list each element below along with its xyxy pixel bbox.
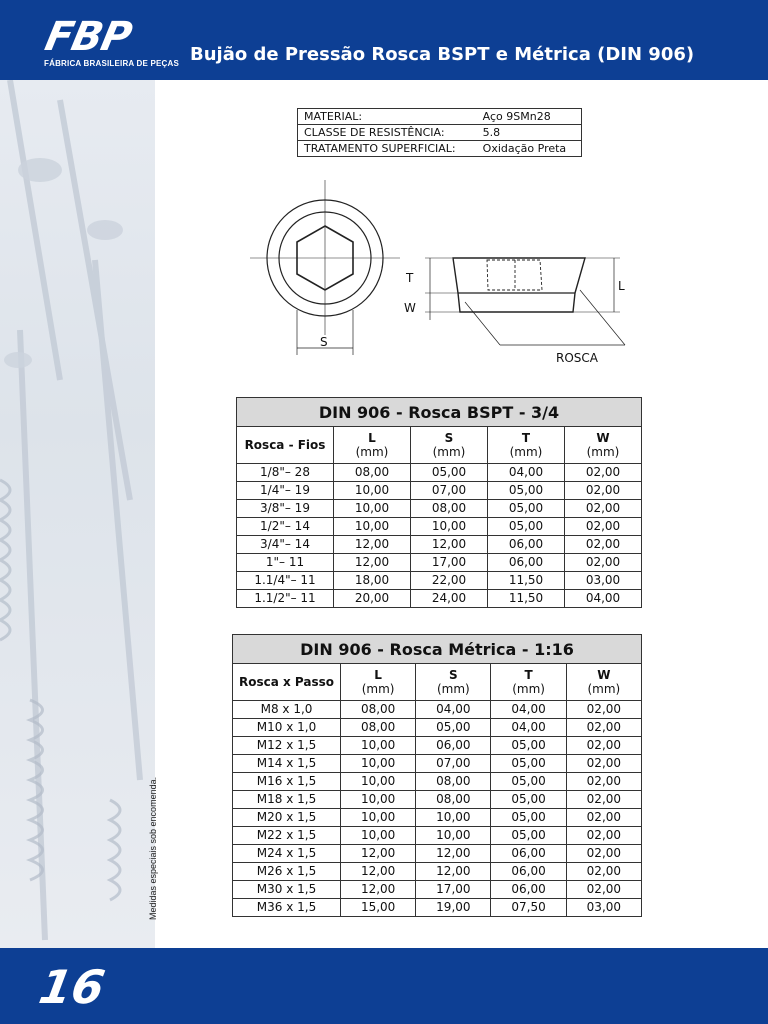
metric-cell: 07,00 [416,755,491,773]
dim-label-t: T [406,271,414,285]
bspt-row [237,500,642,518]
metric-table [232,634,642,917]
metric-cell: 08,00 [341,719,416,737]
bspt-cell: 10,00 [334,500,411,518]
bspt-cell: 12,00 [334,536,411,554]
metric-cell: 07,50 [491,899,566,917]
material-table [297,108,582,157]
metric-cell: M16 x 1,5 [233,773,341,791]
page-number: 16 [35,960,109,1014]
dim-label-rosca: ROSCA [556,351,598,365]
bspt-cell: 1.1/4"– 11 [237,572,334,590]
metric-row [233,791,642,809]
bspt-cell: 06,00 [488,554,565,572]
metric-cell: 05,00 [491,773,566,791]
metric-row [233,845,642,863]
bspt-table-title: DIN 906 - Rosca BSPT - 3/4 [237,398,642,427]
material-label: TRATAMENTO SUPERFICIAL: [304,142,456,155]
metric-row [233,701,642,719]
metric-row [233,719,642,737]
metric-cell: 12,00 [341,845,416,863]
metric-cell: 05,00 [416,719,491,737]
metric-cell: 06,00 [491,881,566,899]
metric-cell: 02,00 [566,701,641,719]
metric-cell: 10,00 [341,737,416,755]
metric-cell: 10,00 [341,827,416,845]
metric-cell: M36 x 1,5 [233,899,341,917]
bspt-cell: 3/8"– 19 [237,500,334,518]
page-title: Bujão de Pressão Rosca BSPT e Métrica (DIN 906) [190,44,695,65]
bspt-cell: 1.1/2"– 11 [237,590,334,608]
metric-cell: 02,00 [566,755,641,773]
metric-row [233,881,642,899]
bspt-cell: 08,00 [411,500,488,518]
bspt-col-header: T (mm) [488,427,565,464]
metric-cell: 04,00 [416,701,491,719]
metric-cell: 02,00 [566,737,641,755]
metric-cell: 05,00 [491,791,566,809]
metric-cell: M10 x 1,0 [233,719,341,737]
bspt-cell: 06,00 [488,536,565,554]
bspt-cell: 1"– 11 [237,554,334,572]
bspt-cell: 07,00 [411,482,488,500]
metric-col-header: S (mm) [416,664,491,701]
metric-col-header: L (mm) [341,664,416,701]
metric-row [233,863,642,881]
bspt-row [237,518,642,536]
metric-cell: 06,00 [416,737,491,755]
material-value: Aço 9SMn28 [477,109,582,125]
bspt-row [237,464,642,482]
metric-cell: 12,00 [416,863,491,881]
metric-cell: M30 x 1,5 [233,881,341,899]
metric-cell: 02,00 [566,827,641,845]
bspt-col-header: S (mm) [411,427,488,464]
metric-cell: 19,00 [416,899,491,917]
material-value: Oxidação Preta [482,142,567,155]
metric-cell: 06,00 [491,863,566,881]
metric-cell: 02,00 [566,863,641,881]
bspt-cell: 10,00 [411,518,488,536]
bspt-cell: 11,50 [488,590,565,608]
metric-cell: 02,00 [566,773,641,791]
metric-col-header: Rosca x Passo [233,664,341,701]
metric-row [233,827,642,845]
metric-cell: M24 x 1,5 [233,845,341,863]
bspt-cell: 10,00 [334,482,411,500]
bspt-cell: 18,00 [334,572,411,590]
bspt-cell: 02,00 [565,518,642,536]
metric-cell: M22 x 1,5 [233,827,341,845]
metric-cell: 17,00 [416,881,491,899]
plug-side-view [453,258,585,312]
metric-cell: 02,00 [566,719,641,737]
metric-row [233,899,642,917]
metric-cell: M18 x 1,5 [233,791,341,809]
metric-cell: 02,00 [566,791,641,809]
bspt-cell: 11,50 [488,572,565,590]
footer-bar [0,948,768,1024]
material-label: CLASSE DE RESISTÊNCIA: [298,125,477,141]
metric-col-header: T (mm) [491,664,566,701]
bspt-row [237,554,642,572]
metric-cell: 15,00 [341,899,416,917]
metric-table-title: DIN 906 - Rosca Métrica - 1:16 [233,635,642,664]
side-note: Medidas especiais sob encomenda. [148,776,158,920]
metric-cell: 05,00 [491,755,566,773]
metric-cell: 12,00 [416,845,491,863]
bspt-cell: 1/4"– 19 [237,482,334,500]
metric-cell: 10,00 [341,791,416,809]
material-row [298,125,582,141]
bspt-row [237,572,642,590]
metric-cell: 08,00 [416,773,491,791]
metric-cell: 02,00 [566,845,641,863]
metric-col-header: W (mm) [566,664,641,701]
bspt-cell: 22,00 [411,572,488,590]
bspt-col-header: Rosca - Fios [237,427,334,464]
technical-drawing [240,180,640,370]
bspt-cell: 1/2"– 14 [237,518,334,536]
metric-cell: 02,00 [566,809,641,827]
metric-cell: M20 x 1,5 [233,809,341,827]
metric-cell: 08,00 [416,791,491,809]
bspt-cell: 24,00 [411,590,488,608]
metric-cell: M26 x 1,5 [233,863,341,881]
dim-label-w: W [404,301,416,315]
metric-row [233,773,642,791]
metric-cell: 04,00 [491,719,566,737]
metric-cell: 10,00 [416,827,491,845]
bspt-cell: 17,00 [411,554,488,572]
metric-cell: M8 x 1,0 [233,701,341,719]
bspt-row [237,482,642,500]
metric-cell: M14 x 1,5 [233,755,341,773]
metric-cell: 02,00 [566,881,641,899]
metric-cell: 05,00 [491,737,566,755]
metric-cell: 12,00 [341,881,416,899]
brand-logo: FBP [41,14,136,60]
material-value: 5.8 [477,125,582,141]
bspt-cell: 04,00 [488,464,565,482]
bspt-cell: 12,00 [411,536,488,554]
metric-cell: 04,00 [491,701,566,719]
bspt-cell: 03,00 [565,572,642,590]
bspt-cell: 05,00 [488,518,565,536]
metric-cell: 06,00 [491,845,566,863]
metric-row [233,737,642,755]
bspt-cell: 02,00 [565,500,642,518]
metric-row [233,755,642,773]
metric-cell: M12 x 1,5 [233,737,341,755]
bspt-cell: 05,00 [488,482,565,500]
brand-logo-subtitle: FÁBRICA BRASILEIRA DE PEÇAS [44,59,180,68]
bspt-cell: 20,00 [334,590,411,608]
bspt-cell: 1/8"– 28 [237,464,334,482]
bspt-cell: 02,00 [565,536,642,554]
bspt-cell: 02,00 [565,482,642,500]
metric-row [233,809,642,827]
material-row [298,109,582,125]
bspt-cell: 08,00 [334,464,411,482]
bspt-col-header: L (mm) [334,427,411,464]
metric-cell: 10,00 [341,809,416,827]
bspt-col-header: W (mm) [565,427,642,464]
bspt-cell: 02,00 [565,464,642,482]
bspt-cell: 10,00 [334,518,411,536]
material-label: MATERIAL: [298,109,477,125]
material-row [298,141,582,157]
background-photo [0,80,155,948]
bspt-cell: 12,00 [334,554,411,572]
metric-cell: 05,00 [491,809,566,827]
metric-cell: 10,00 [341,755,416,773]
bspt-cell: 05,00 [488,500,565,518]
metric-cell: 10,00 [341,773,416,791]
bspt-cell: 02,00 [565,554,642,572]
bspt-cell: 3/4"– 14 [237,536,334,554]
bspt-row [237,590,642,608]
bspt-row [237,536,642,554]
metric-cell: 12,00 [341,863,416,881]
metric-cell: 08,00 [341,701,416,719]
dim-label-s: S [320,335,328,349]
bspt-table [236,397,642,608]
bspt-cell: 05,00 [411,464,488,482]
dim-label-l: L [618,279,625,293]
metric-cell: 03,00 [566,899,641,917]
metric-cell: 05,00 [491,827,566,845]
bspt-cell: 04,00 [565,590,642,608]
metric-cell: 10,00 [416,809,491,827]
